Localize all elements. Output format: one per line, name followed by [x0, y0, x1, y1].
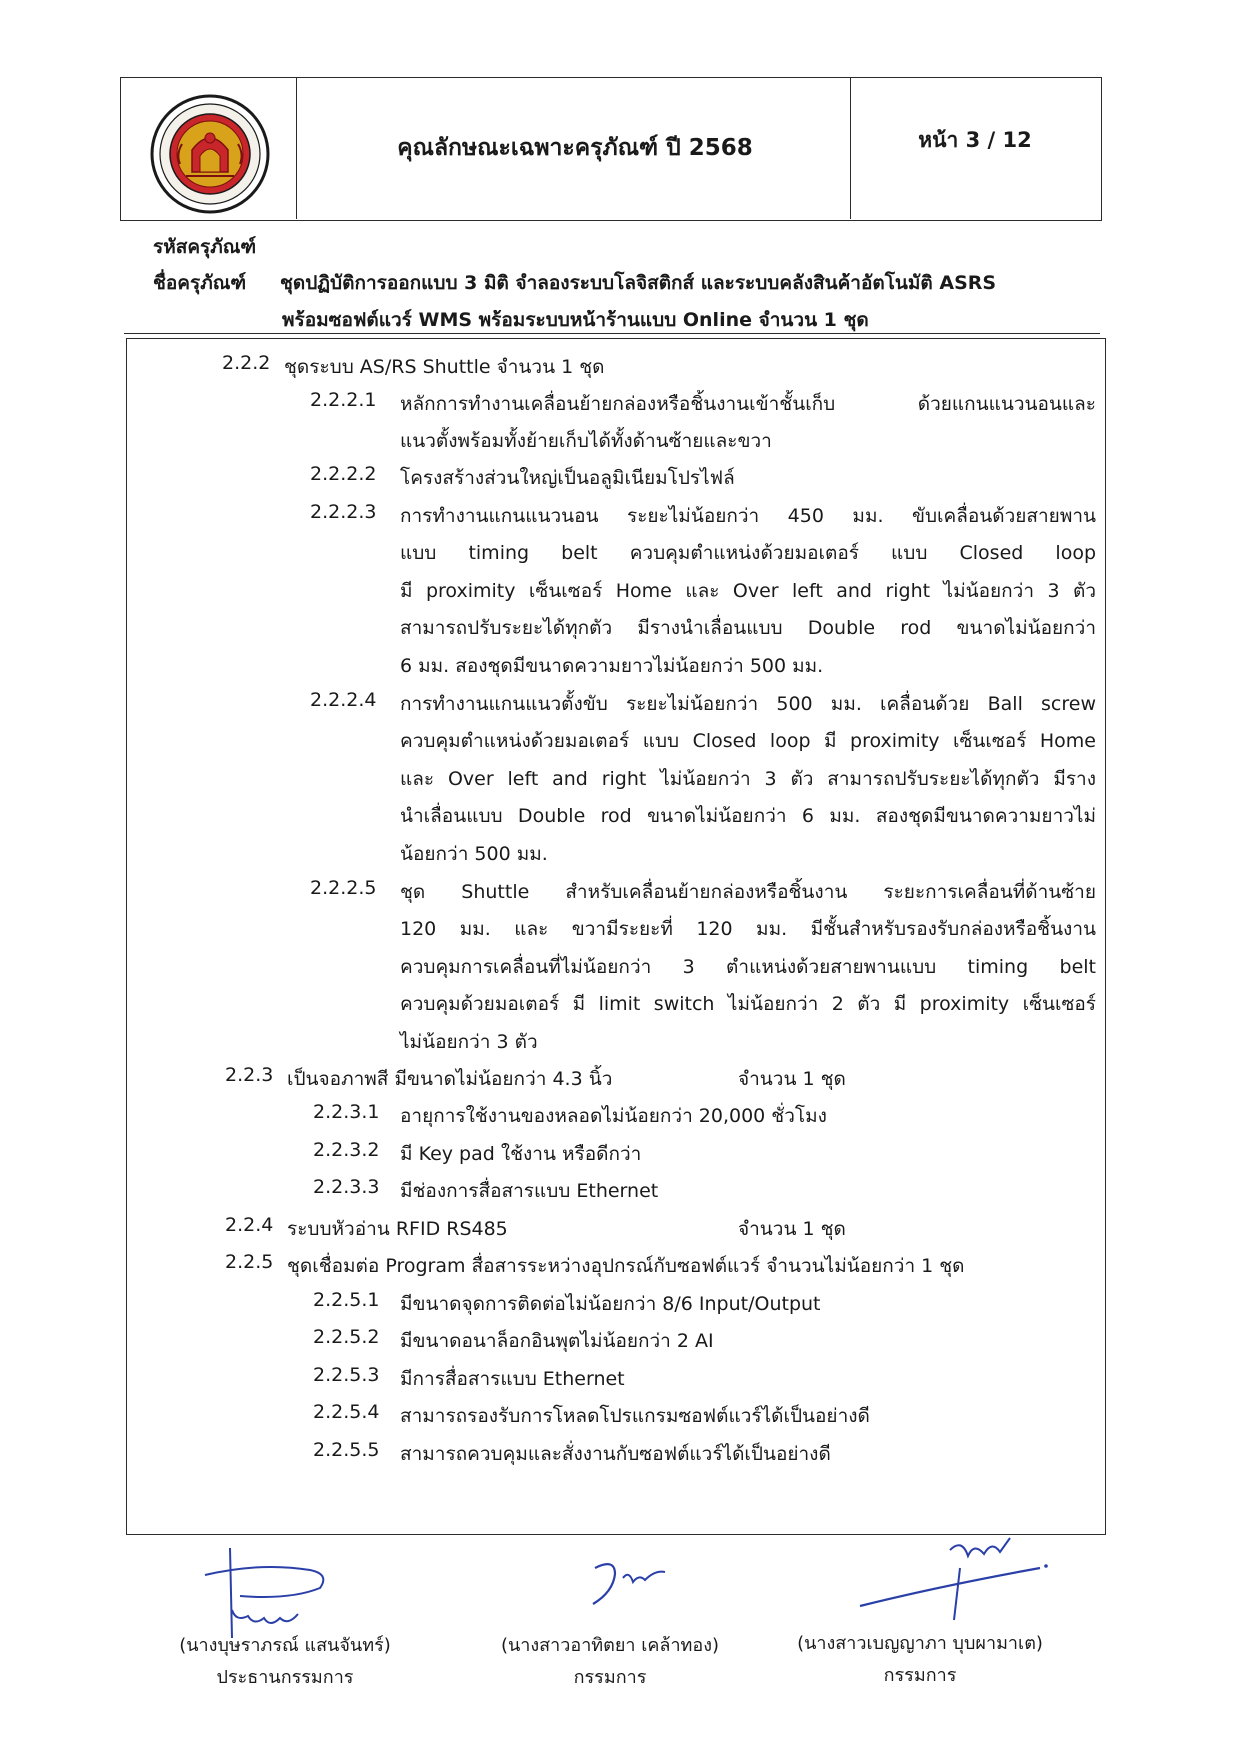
section-title: ชุดระบบ AS/RS Shuttle จำนวน 1 ชุด	[284, 356, 605, 378]
item-text-line: มี Key pad ใช้งาน หรือดีกว่า	[400, 1143, 642, 1165]
item-text-line: สามารถปรับระยะได้ทุกตัว มีรางนำเลื่อนแบบ Double rod ขนาดไม่น้อยกว่า	[400, 617, 1096, 639]
item-text-line: สามารถควบคุมและสั่งงานกับซอฟต์แวร์ได้เป็นอย่างดี	[400, 1443, 831, 1465]
signatory-2-name: (นางสาวอาทิตยา เคล้าทอง)	[500, 1635, 720, 1656]
item-text-line: ควบคุมด้วยมอเตอร์ มี limit switch ไม่น้อยกว่า 2 ตัว มี proximity เซ็นเซอร์	[400, 993, 1096, 1015]
item-number: 2.2.5.5	[313, 1439, 380, 1461]
section-quantity: จำนวน 1 ชุด	[738, 1218, 846, 1240]
equipment-code-label: รหัสครุภัณฑ์	[153, 236, 257, 258]
item-number: 2.2.2.1	[310, 389, 377, 411]
item-number: 2.2.2.3	[310, 501, 377, 523]
item-text-line: แนวตั้งพร้อมทั้งย้ายเก็บได้ทั้งด้านซ้ายและขวา	[400, 430, 772, 452]
item-text-line: มี proximity เซ็นเซอร์ Home และ Over left and right ไม่น้อยกว่า 3 ตัว	[400, 580, 1096, 602]
item-text-line: สามารถรองรับการโหลดโปรแกรมซอฟต์แวร์ได้เป็นอย่างดี	[400, 1405, 870, 1427]
item-text-line: และ Over left and right ไม่น้อยกว่า 3 ตัว สามารถปรับระยะได้ทุกตัว มีราง	[400, 768, 1096, 790]
item-number: 2.2.2.5	[310, 877, 377, 899]
section-title: ชุดเชื่อมต่อ Program สื่อสารระหว่างอุปกรณ์กับซอฟต์แวร์ จำนวนไม่น้อยกว่า 1 ชุด	[287, 1255, 965, 1277]
item-text-line: หลักการทำงานเคลื่อนย้ายกล่องหรือชิ้นงานเข้าชั้นเก็บ ด้วยแกนแนวนอนและ	[400, 393, 1096, 415]
item-text-line: ควบคุมตำแหน่งด้วยมอเตอร์ แบบ Closed loop มี proximity เซ็นเซอร์ Home	[400, 730, 1096, 752]
meta-bottom-rule	[124, 333, 1100, 334]
section-quantity: จำนวน 1 ชุด	[738, 1068, 846, 1090]
item-text-line: มีช่องการสื่อสารแบบ Ethernet	[400, 1180, 659, 1202]
section-number: 2.2.2	[222, 352, 271, 374]
equipment-name-line1: ชุดปฏิบัติการออกแบบ 3 มิติ จำลองระบบโลจิสติกส์ และระบบคลังสินค้าอัตโนมัติ ASRS	[280, 272, 997, 294]
item-text-line: ชุด Shuttle สำหรับเคลื่อนย้ายกล่องหรือชิ้นงาน ระยะการเคลื่อนที่ด้านซ้าย	[400, 881, 1096, 903]
item-text-line: 6 มม. สองชุดมีขนาดความยาวไม่น้อยกว่า 500 มม.	[400, 655, 824, 677]
page-number: หน้า 3 / 12	[918, 128, 1032, 152]
item-number: 2.2.5.2	[313, 1326, 380, 1348]
signatory-1-role: ประธานกรรมการ	[216, 1667, 354, 1688]
item-number: 2.2.5.4	[313, 1401, 380, 1423]
header-divider-1	[296, 77, 297, 219]
equipment-name-label: ชื่อครุภัณฑ์	[153, 272, 247, 294]
item-text-line: มีการสื่อสารแบบ Ethernet	[400, 1368, 625, 1390]
item-text-line: ไม่น้อยกว่า 3 ตัว	[400, 1031, 538, 1053]
item-text-line: มีขนาดอนาล็อกอินพุตไม่น้อยกว่า 2 AI	[400, 1330, 714, 1352]
section-number: 2.2.4	[225, 1214, 274, 1236]
section-title: เป็นจอภาพสี มีขนาดไม่น้อยกว่า 4.3 นิ้ว	[287, 1068, 613, 1090]
item-number: 2.2.5.3	[313, 1364, 380, 1386]
item-number: 2.2.5.1	[313, 1289, 380, 1311]
item-number: 2.2.3.1	[313, 1101, 380, 1123]
item-text-line: การทำงานแกนแนวนอน ระยะไม่น้อยกว่า 450 มม. ขับเคลื่อนด้วยสายพาน	[400, 505, 1096, 527]
item-text-line: แบบ timing belt ควบคุมตำแหน่งด้วยมอเตอร์ แบบ Closed loop	[400, 542, 1096, 564]
section-number: 2.2.3	[225, 1064, 274, 1086]
item-number: 2.2.2.4	[310, 689, 377, 711]
item-number: 2.2.3.2	[313, 1139, 380, 1161]
document-title: คุณลักษณะเฉพาะครุภัณฑ์ ปี 2568	[397, 135, 753, 161]
section-title: ระบบหัวอ่าน RFID RS485	[287, 1218, 508, 1240]
signature-2-handwriting	[585, 1552, 685, 1632]
item-text-line: 120 มม. และ ขวามีระยะที่ 120 มม. มีชั้นสำหรับรองรับกล่องหรือชิ้นงาน	[400, 918, 1096, 940]
signatory-3-role: กรรมการ	[883, 1665, 957, 1686]
signatory-2-role: กรรมการ	[573, 1667, 647, 1688]
equipment-name-line2: พร้อมซอฟต์แวร์ WMS พร้อมระบบหน้าร้านแบบ Online จำนวน 1 ชุด	[282, 309, 869, 331]
item-text-line: อายุการใช้งานของหลอดไม่น้อยกว่า 20,000 ชั่วโมง	[400, 1105, 827, 1127]
signatory-1-name: (นางบุษราภรณ์ แสนจันทร์)	[179, 1635, 391, 1656]
vocational-education-commission-seal-icon	[140, 94, 280, 214]
seal-graphic	[140, 94, 280, 214]
item-text-line: มีขนาดจุดการติดต่อไม่น้อยกว่า 8/6 Input/Output	[400, 1293, 821, 1315]
item-number: 2.2.2.2	[310, 463, 377, 485]
header-divider-2	[850, 77, 851, 219]
item-text-line: ควบคุมการเคลื่อนที่ไม่น้อยกว่า 3 ตำแหน่งด้วยสายพานแบบ timing belt	[400, 956, 1096, 978]
item-text-line: การทำงานแกนแนวตั้งขับ ระยะไม่น้อยกว่า 500 มม. เคลื่อนด้วย Ball screw	[400, 693, 1096, 715]
signature-3-handwriting	[850, 1528, 1060, 1628]
section-number: 2.2.5	[225, 1251, 274, 1273]
signatory-3-name: (นางสาวเบญญาภา บุบผามาเต)	[797, 1633, 1043, 1654]
item-number: 2.2.3.3	[313, 1176, 380, 1198]
item-text-line: นำเลื่อนแบบ Double rod ขนาดไม่น้อยกว่า 6 มม. สองชุดมีขนาดความยาวไม่	[400, 805, 1096, 827]
item-text-line: น้อยกว่า 500 มม.	[400, 843, 548, 865]
item-text-line: โครงสร้างส่วนใหญ่เป็นอลูมิเนียมโปรไฟล์	[400, 467, 735, 489]
